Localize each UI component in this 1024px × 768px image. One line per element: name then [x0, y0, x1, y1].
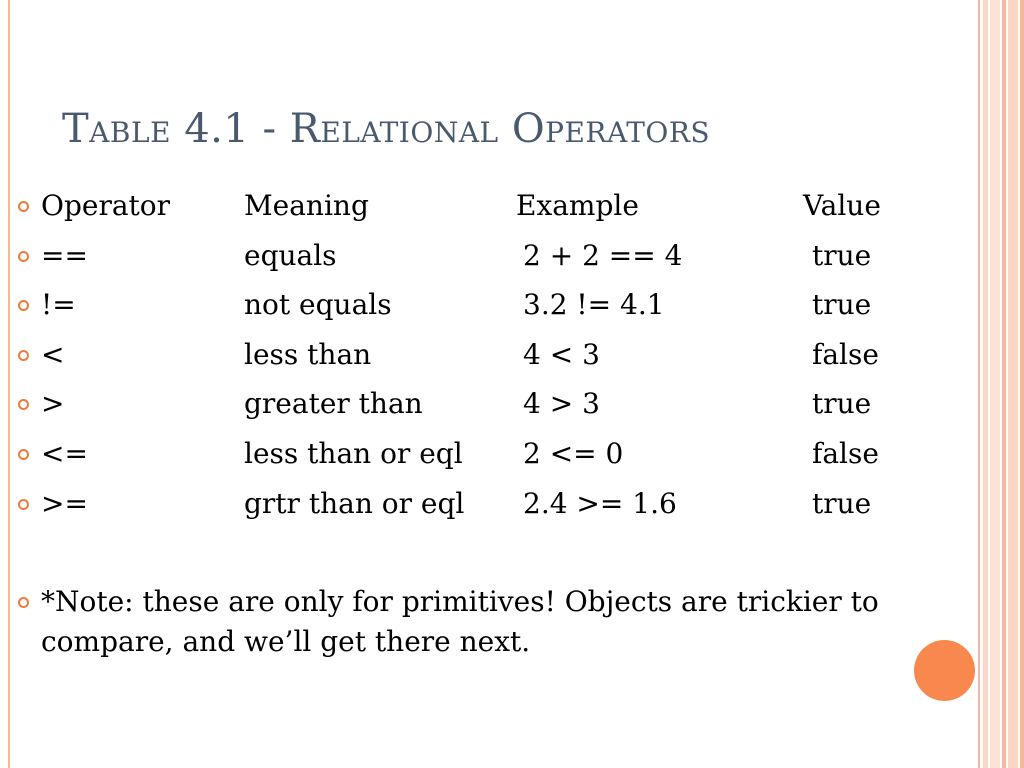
table-row [14, 236, 964, 286]
bullet-icon [18, 399, 29, 410]
table-row [14, 285, 964, 335]
operator-cell: <= [41, 436, 88, 470]
operator-cell: != [41, 288, 76, 322]
table-row [14, 484, 964, 534]
bullet-icon [18, 300, 29, 311]
operator-cell: < [41, 337, 65, 371]
slide-content [14, 186, 964, 662]
bullet-icon [18, 449, 29, 460]
note-text: *Note: these are only for primitives! Objects are trickier to compare, and we’ll get there next. [41, 585, 879, 659]
value-cell: false [812, 337, 879, 371]
decorative-circle [914, 640, 975, 701]
example-cell: 4 > 3 [523, 387, 600, 421]
meaning-cell: greater than [244, 387, 423, 421]
value-cell: true [812, 288, 872, 322]
bullet-icon [18, 350, 29, 361]
example-cell: 2 + 2 == 4 [523, 238, 683, 272]
table-row [14, 434, 964, 484]
header-meaning: Meaning [244, 189, 369, 222]
bullet-icon [18, 201, 29, 212]
bullet-icon [18, 251, 29, 262]
operator-cell: >= [41, 486, 88, 520]
table-row [14, 384, 964, 434]
header-operator: Operator [41, 189, 171, 222]
example-cell: 2.4 >= 1.6 [523, 486, 677, 520]
header-example: Example [516, 189, 639, 222]
bullet-icon [18, 597, 29, 608]
operator-cell: == [41, 238, 88, 272]
table-row [14, 335, 964, 385]
value-cell: true [812, 486, 872, 520]
slide-title: Table 4.1 - Relational Operators [62, 106, 711, 152]
left-border-line [8, 0, 10, 768]
example-cell: 2 <= 0 [523, 436, 624, 470]
operator-cell: > [41, 387, 65, 421]
bullet-icon [18, 499, 29, 510]
value-cell: true [812, 387, 872, 421]
meaning-cell: equals [244, 238, 337, 272]
value-cell: false [812, 436, 879, 470]
meaning-cell: not equals [244, 288, 392, 322]
example-cell: 4 < 3 [523, 337, 600, 371]
meaning-cell: grtr than or eql [244, 486, 465, 520]
meaning-cell: less than [244, 337, 372, 371]
value-cell: true [812, 238, 872, 272]
meaning-cell: less than or eql [244, 436, 463, 470]
table-header-row [14, 186, 964, 236]
header-value: Value [803, 189, 881, 222]
right-decorative-stripes [976, 0, 1024, 768]
example-cell: 3.2 != 4.1 [523, 288, 665, 322]
note-paragraph [14, 582, 971, 662]
